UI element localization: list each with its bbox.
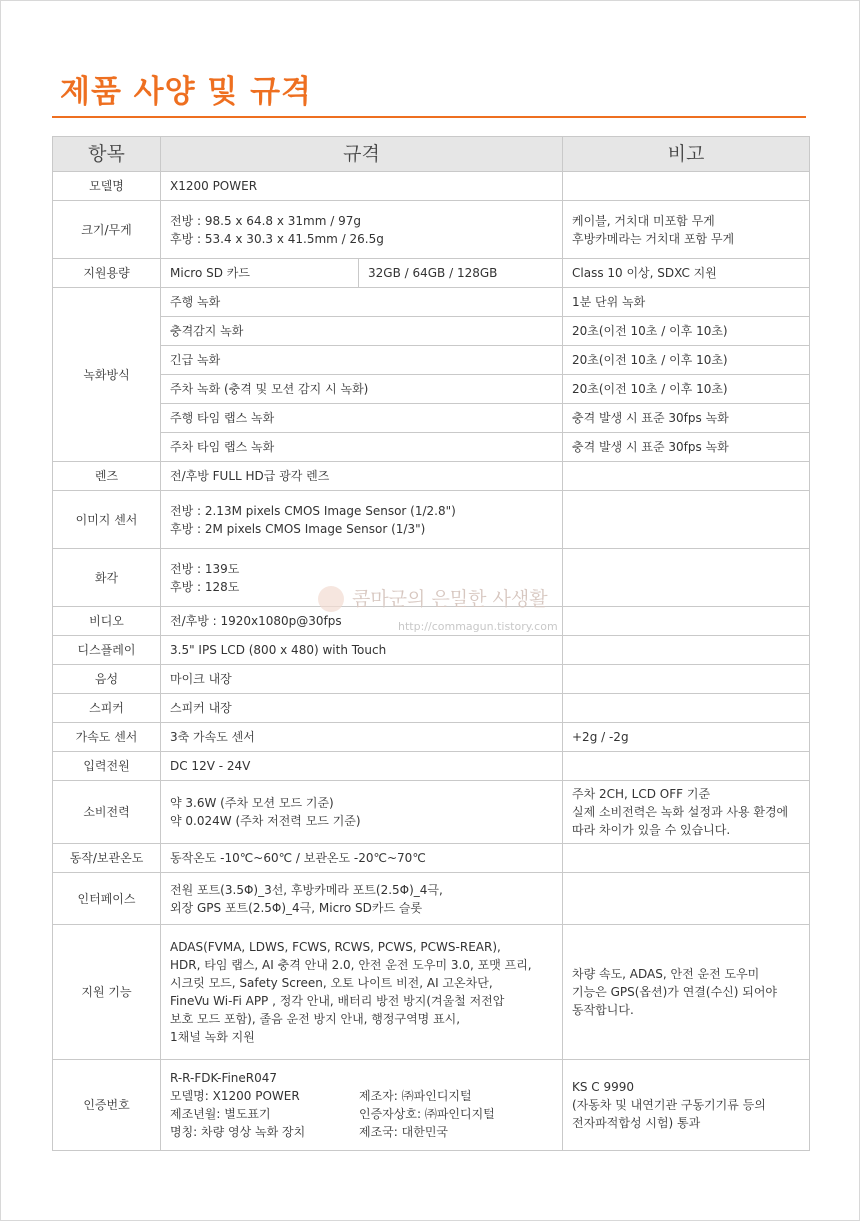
note-line: 차량 속도, ADAS, 안전 운전 도우미 (572, 967, 760, 981)
spec-line: 명칭: 차량 영상 녹화 장치 (170, 1125, 306, 1139)
table-header-row (53, 137, 810, 172)
row-spec: DC 12V - 24V (161, 752, 563, 781)
spec-line: ADAS(FVMA, LDWS, FCWS, RCWS, PCWS, PCWS-REAR), (170, 940, 501, 954)
spec-line: 전방 : 2.13M pixels CMOS Image Sensor (1/2.8") (170, 503, 456, 518)
spec-line: 제조년월: 별도표기 (170, 1107, 271, 1121)
row-note: 20초(이전 10초 / 이후 10초) (563, 346, 810, 375)
row-note: Class 10 이상, SDXC 지원 (563, 259, 810, 288)
row-note (563, 462, 810, 491)
spec-line: 전방 : 139도 (170, 561, 240, 576)
row-label: 크기/무게 (53, 201, 161, 259)
watermark-title: 콤마군의 은밀한 사생활 (352, 588, 548, 610)
row-spec: 32GB / 64GB / 128GB (359, 259, 563, 288)
row-note (563, 172, 810, 201)
row-spec (161, 491, 563, 549)
row-label: 동작/보관온도 (53, 844, 161, 873)
row-note (563, 694, 810, 723)
row-spec (161, 873, 563, 925)
row-label: 렌즈 (53, 462, 161, 491)
spec-line: FineVu Wi-Fi APP , 정각 안내, 배터리 방전 방지(겨울철 저전압 (170, 994, 505, 1008)
row-spec (161, 201, 563, 259)
row-label: 인터페이스 (53, 873, 161, 925)
cert-details (170, 1087, 553, 1141)
row-spec: 충격감지 녹화 (161, 317, 563, 346)
spec-line: HDR, 타임 랩스, AI 충격 안내 2.0, 안전 운전 도우미 3.0, 포맷 프리, (170, 958, 532, 972)
row-label: 지원용량 (53, 259, 161, 288)
row-note (563, 1060, 810, 1151)
row-spec: X1200 POWER (161, 172, 563, 201)
table-row (53, 636, 810, 665)
header-spec: 규격 (161, 137, 563, 172)
row-label: 비디오 (53, 607, 161, 636)
spec-line: 모델명: X1200 POWER (170, 1089, 300, 1103)
spec-line: 약 0.024W (주차 저전력 모드 기준) (170, 814, 361, 828)
table-row (53, 665, 810, 694)
table-row (53, 201, 810, 259)
table-row (53, 694, 810, 723)
note-line: 동작합니다. (572, 1003, 634, 1017)
note-line: 주차 2CH, LCD OFF 기준 (572, 787, 711, 801)
table-row (53, 433, 810, 462)
row-note (563, 491, 810, 549)
spec-line: 후방 : 53.4 x 30.3 x 41.5mm / 26.5g (170, 231, 384, 246)
row-note (563, 201, 810, 259)
spec-line: 시크릿 모드, Safety Screen, 오토 나이트 비전, AI 고온차단, (170, 976, 493, 990)
spec-line: 후방 : 2M pixels CMOS Image Sensor (1/3") (170, 521, 426, 536)
page-title: 제품 사양 및 규격 (60, 74, 312, 110)
row-spec: 주차 녹화 (충격 및 모션 감지 시 녹화) (161, 375, 563, 404)
row-spec: 마이크 내장 (161, 665, 563, 694)
row-spec: 전/후방 FULL HD급 광각 렌즈 (161, 462, 563, 491)
cert-details-right (359, 1087, 495, 1141)
header-note: 비고 (563, 137, 810, 172)
row-spec: 스피커 내장 (161, 694, 563, 723)
note-line: 실제 소비전력은 녹화 설정과 사용 환경에 (572, 805, 789, 819)
table-row (53, 317, 810, 346)
row-spec: 3축 가속도 센서 (161, 723, 563, 752)
title-divider (52, 116, 806, 118)
row-label: 스피커 (53, 694, 161, 723)
note-line: 케이블, 거치대 미포함 무게 (572, 213, 715, 228)
spec-line: 제조자: ㈜파인디지털 (359, 1089, 472, 1103)
spec-line: 전원 포트(3.5Φ)_3선, 후방카메라 포트(2.5Φ)_4극, (170, 882, 443, 897)
spec-line: 제조국: 대한민국 (359, 1125, 449, 1139)
row-spec (161, 781, 563, 844)
table-row (53, 752, 810, 781)
note-line: KS C 9990 (572, 1080, 635, 1094)
row-note: +2g / -2g (563, 723, 810, 752)
row-note (563, 665, 810, 694)
note-line: 따라 차이가 있을 수 있습니다. (572, 823, 731, 837)
row-note (563, 636, 810, 665)
note-line: 전자파적합성 시험) 통과 (572, 1116, 701, 1130)
table-row (53, 1060, 810, 1151)
table-row (53, 346, 810, 375)
table-row (53, 925, 810, 1060)
row-note: 1분 단위 녹화 (563, 288, 810, 317)
row-spec: 3.5" IPS LCD (800 x 480) with Touch (161, 636, 563, 665)
table-row (53, 462, 810, 491)
row-note (563, 752, 810, 781)
spec-line: 약 3.6W (주차 모션 모드 기준) (170, 796, 334, 810)
row-spec: 주차 타임 랩스 녹화 (161, 433, 563, 462)
table-row (53, 781, 810, 844)
row-label: 녹화방식 (53, 288, 161, 462)
table-row (53, 375, 810, 404)
row-spec: 긴급 녹화 (161, 346, 563, 375)
row-spec: 전/후방 : 1920x1080p@30fps (161, 607, 563, 636)
table-row (53, 491, 810, 549)
spec-line: 보호 모드 포함), 졸음 운전 방지 안내, 행정구역명 표시, (170, 1012, 461, 1026)
table-row (53, 172, 810, 201)
row-label: 모델명 (53, 172, 161, 201)
row-label: 화각 (53, 549, 161, 607)
table-row (53, 404, 810, 433)
row-note (563, 873, 810, 925)
row-note (563, 781, 810, 844)
row-note (563, 925, 810, 1060)
spec-line: 후방 : 128도 (170, 579, 240, 594)
row-note: 충격 발생 시 표준 30fps 녹화 (563, 404, 810, 433)
spec-line: 인증자상호: ㈜파인디지털 (359, 1107, 495, 1121)
spec-line: 1채널 녹화 지원 (170, 1030, 255, 1044)
note-line: 후방카메라는 거치대 포함 무게 (572, 231, 735, 246)
spec-line: 외장 GPS 포트(2.5Φ)_4극, Micro SD카드 슬롯 (170, 900, 423, 915)
table-row (53, 288, 810, 317)
table-row (53, 873, 810, 925)
row-spec: Micro SD 카드 (161, 259, 359, 288)
spec-table (52, 136, 810, 1151)
row-label: 입력전원 (53, 752, 161, 781)
row-label: 인증번호 (53, 1060, 161, 1151)
watermark-url: http://commagun.tistory.com (398, 620, 558, 633)
row-spec (161, 925, 563, 1060)
row-note: 20초(이전 10초 / 이후 10초) (563, 317, 810, 346)
header-item: 항목 (53, 137, 161, 172)
note-line: 기능은 GPS(옵션)가 연결(수신) 되어야 (572, 985, 778, 999)
row-spec (161, 1060, 563, 1151)
row-note (563, 844, 810, 873)
note-line: (자동차 및 내연기관 구동기기류 등의 (572, 1098, 766, 1112)
row-label: 이미지 센서 (53, 491, 161, 549)
row-note: 20초(이전 10초 / 이후 10초) (563, 375, 810, 404)
row-spec: 주행 타임 랩스 녹화 (161, 404, 563, 433)
row-label: 디스플레이 (53, 636, 161, 665)
table-row (53, 259, 810, 288)
cert-number: R-R-FDK-FineR047 (170, 1071, 278, 1085)
row-label: 음성 (53, 665, 161, 694)
row-spec: 주행 녹화 (161, 288, 563, 317)
row-spec: 동작온도 -10℃~60℃ / 보관온도 -20℃~70℃ (161, 844, 563, 873)
row-label: 가속도 센서 (53, 723, 161, 752)
row-note (563, 549, 810, 607)
row-label: 지원 기능 (53, 925, 161, 1060)
table-row (53, 844, 810, 873)
row-label: 소비전력 (53, 781, 161, 844)
row-note (563, 607, 810, 636)
table-row (53, 723, 810, 752)
row-note: 충격 발생 시 표준 30fps 녹화 (563, 433, 810, 462)
cert-details-left (170, 1087, 359, 1141)
spec-line: 전방 : 98.5 x 64.8 x 31mm / 97g (170, 213, 361, 228)
watermark-logo-icon (318, 586, 344, 612)
